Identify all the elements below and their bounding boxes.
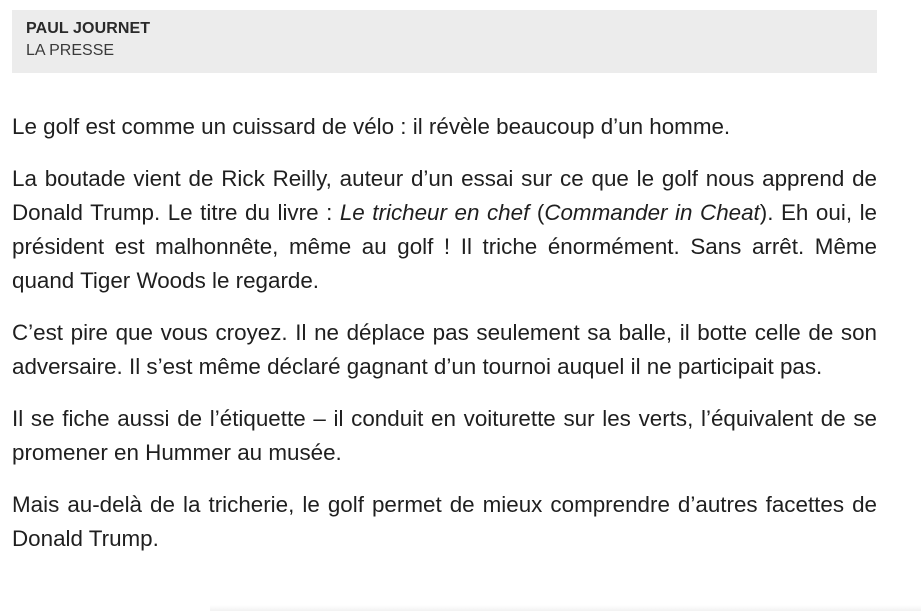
book-title-english: Commander in Cheat [544, 200, 760, 225]
bottom-fade [210, 605, 921, 611]
byline-box [12, 10, 877, 73]
paragraph-1: Le golf est comme un cuissard de vélo : il révèle beaucoup d’un homme. [12, 114, 731, 139]
paragraph-2-intro: La boutade vient de Rick Reilly, auteur d’un essai sur ce que le golf nous apprend de Donald Trump. Le titre du livre : [12, 166, 877, 225]
paragraph-5: Mais au-delà de la tricherie, le golf permet de mieux comprendre d’autres facettes de Donald Trump. [12, 492, 877, 551]
paragraph-2 [12, 162, 877, 298]
article-body [12, 110, 877, 556]
paragraph-2-rest: ). Eh oui, le président est malhonnête, même au golf ! Il triche énormément. Sans arrêt. Même quand Tiger Woods le regarde. [12, 200, 878, 293]
author-outlet: LA PRESSE [26, 42, 115, 59]
paragraph-4: Il se fiche aussi de l’étiquette – il conduit en voiturette sur les verts, l’équivalent de se promener en Hummer au musée. [12, 406, 877, 465]
paragraph-3: C’est pire que vous croyez. Il ne déplace pas seulement sa balle, il botte celle de son adversaire. Il s’est même déclaré gagnant d’un tournoi auquel il ne participait pas. [12, 320, 877, 379]
author-name[interactable]: PAUL JOURNET [26, 20, 151, 37]
book-title-french: Le tricheur en chef [339, 200, 530, 225]
paragraph-2-paren: ( [529, 200, 545, 225]
